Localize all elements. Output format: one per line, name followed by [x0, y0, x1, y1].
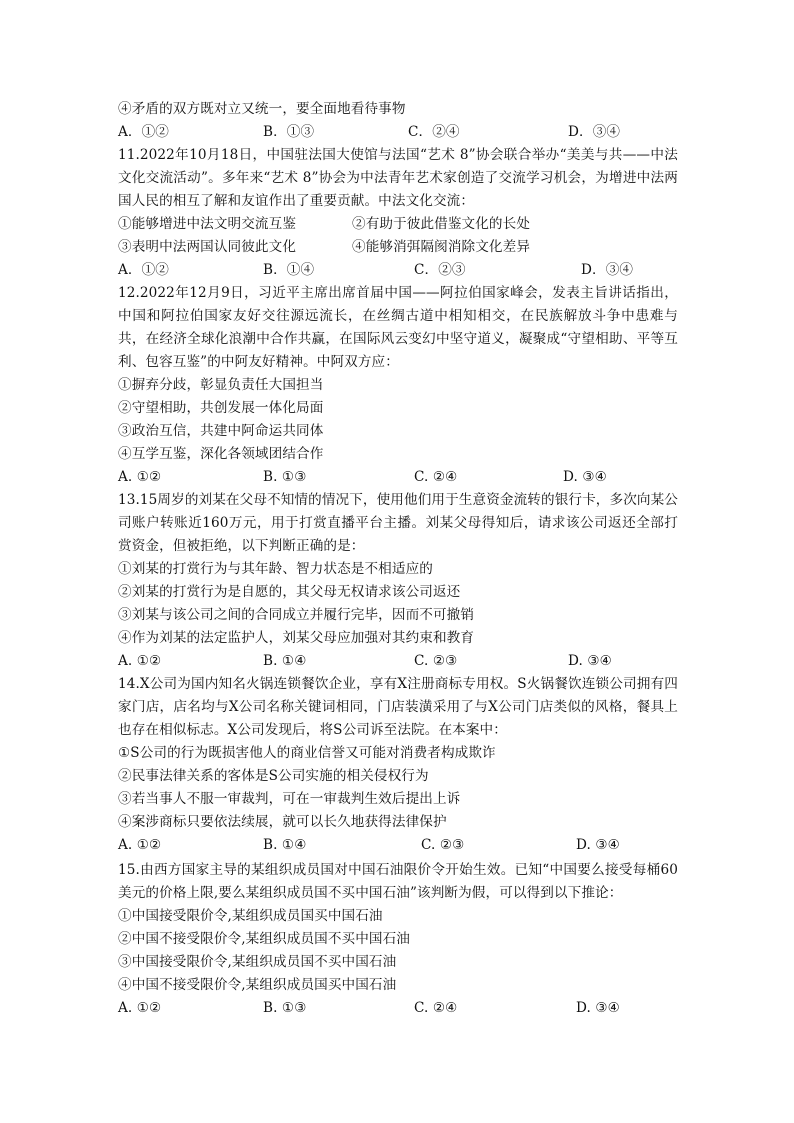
q13-statement-4: ④作为刘某的法定监护人，刘某父母应加强对其约束和教育 — [118, 630, 475, 646]
q11-option-b[interactable]: B．①④ — [263, 262, 315, 278]
q12-option-a[interactable]: A. ①② — [118, 469, 162, 485]
q15-statement-2: ②中国不接受限价令,某组织成员国不买中国石油 — [118, 931, 410, 947]
q14-statement-1: ①S公司的行为既损害他人的商业信誉又可能对消费者构成欺诈 — [118, 745, 496, 761]
q15-options — [118, 997, 678, 1020]
q12-statement-1: ①摒弃分歧，彰显负责任大国担当 — [118, 377, 324, 393]
q14-statement-2: ②民事法律关系的客体是S公司实施的相关侵权行为 — [118, 768, 429, 784]
q13-statement-3: ③刘某与该公司之间的合同成立并履行完毕，因而不可撤销 — [118, 607, 475, 623]
q10-option-c[interactable]: C．②④ — [408, 124, 460, 140]
q11-options — [118, 259, 678, 282]
q13-option-d[interactable]: D. ③④ — [568, 653, 612, 669]
q15-statement-4: ④中国不接受限价令,某组织成员国买中国石油 — [118, 977, 397, 993]
q12-option-d[interactable]: D. ③④ — [563, 469, 607, 485]
q14-options — [118, 834, 678, 857]
q14-statement-3: ③若当事人不服一审裁判，可在一审裁判生效后提出上诉 — [118, 791, 461, 807]
q14-statement-4: ④案涉商标只要依法续展，就可以长久地获得法律保护 — [118, 814, 447, 830]
q11-statements-row-2 — [118, 236, 678, 259]
q14-stem: 14.X公司为国内知名火锅连锁餐饮企业，享有X注册商标专用权。S火锅餐饮连锁公司拥有四家门店，店名均与X公司名称关键词相同，门店装潢采用了与X公司门店类似的风格，餐具上也存在相似标志。X公司发现后，将S公司诉至法院。在本案中： — [118, 676, 678, 738]
q10-option-d[interactable]: D．③④ — [568, 124, 621, 140]
q15-option-d[interactable]: D. ③④ — [576, 1000, 620, 1016]
q11-statement-4: ④能够消弭隔阂消除文化差异 — [352, 239, 531, 255]
q12-option-c[interactable]: C. ②④ — [414, 469, 458, 485]
q14-option-d[interactable]: D. ③④ — [576, 837, 620, 853]
q14-option-a[interactable]: A. ①② — [118, 837, 162, 853]
q10-option-a[interactable]: A．①② — [118, 124, 169, 140]
q15-statement-3: ③中国接受限价令,某组织成员国不买中国石油 — [118, 954, 397, 970]
q15-option-b[interactable]: B. ①③ — [263, 1000, 307, 1016]
q15-statement-1: ①中国接受限价令,某组织成员国买中国石油 — [118, 908, 383, 924]
q11-option-a[interactable]: A．①② — [118, 262, 169, 278]
q11-statement-2: ②有助于彼此借鉴文化的长处 — [352, 216, 531, 232]
q11-option-d[interactable]: D．③④ — [581, 262, 634, 278]
q10-statement-4: ④矛盾的双方既对立又统一，要全面地看待事物 — [118, 101, 406, 117]
q13-statement-2: ②刘某的打赏行为是自愿的，其父母无权请求该公司返还 — [118, 584, 461, 600]
q12-options — [118, 466, 678, 489]
q15-option-c[interactable]: C. ②④ — [414, 1000, 458, 1016]
q15-stem: 15.由西方国家主导的某组织成员国对中国石油限价令开始生效。已知“中国要么接受每桶60美元的价格上限,要么某组织成员国不买中国石油”该判断为假，可以得到以下推论： — [118, 862, 678, 901]
q13-option-c[interactable]: C. ②③ — [414, 653, 458, 669]
q13-statement-1: ①刘某的打赏行为与其年龄、智力状态是不相适应的 — [118, 561, 433, 577]
q12-option-b[interactable]: B. ①③ — [263, 469, 307, 485]
q10-options — [118, 121, 678, 144]
q14-option-b[interactable]: B. ①④ — [263, 837, 307, 853]
q13-stem: 13.15周岁的刘某在父母不知情的情况下，使用他们用于生意资金流转的银行卡，多次向某公司账户转账近160万元，用于打赏直播平台主播。刘某父母得知后，请求该公司返还全部打赏资金，但被拒绝，以下判断正确的是： — [118, 492, 678, 554]
q10-option-b[interactable]: B．①③ — [263, 124, 315, 140]
question-list — [118, 98, 678, 1020]
q11-statement-1: ①能够增进中法文明交流互鉴 — [118, 216, 297, 232]
q12-statement-2: ②守望相助，共创发展一体化局面 — [118, 400, 324, 416]
q14-option-c[interactable]: C. ②③ — [421, 837, 465, 853]
q13-option-a[interactable]: A. ①② — [118, 653, 162, 669]
q11-option-c[interactable]: C．②③ — [414, 262, 466, 278]
q11-statement-3: ③表明中法两国认同彼此文化 — [118, 239, 297, 255]
q12-statement-4: ④互学互鉴，深化各领域团结合作 — [118, 446, 324, 462]
q12-stem: 12.2022年12月9日，习近平主席出席首届中国——阿拉伯国家峰会，发表主旨讲话指出，中国和阿拉伯国家友好交往源远流长，在丝绸古道中相知相交，在民族解放斗争中患难与共，在经济全球化浪潮中合作共赢，在国际风云变幻中坚守道义，凝聚成“守望相助、平等互利、包容互鉴”的中阿友好精神。中阿双方应： — [118, 285, 678, 370]
q15-option-a[interactable]: A. ①② — [118, 1000, 162, 1016]
q13-options — [118, 650, 678, 673]
q11-statements-row-1 — [118, 213, 678, 236]
q13-option-b[interactable]: B. ①④ — [263, 653, 307, 669]
q12-statement-3: ③政治互信，共建中阿命运共同体 — [118, 423, 324, 439]
q11-stem: 11.2022年10月18日，中国驻法国大使馆与法国“艺术 8”协会联合举办“美美与共——中法文化交流活动”。多年来“艺术 8”协会为中法青年艺术家创造了交流学习机会，为增进中法两国人民的相互了解和友谊作出了重要贡献。中法文化交流： — [118, 147, 678, 209]
